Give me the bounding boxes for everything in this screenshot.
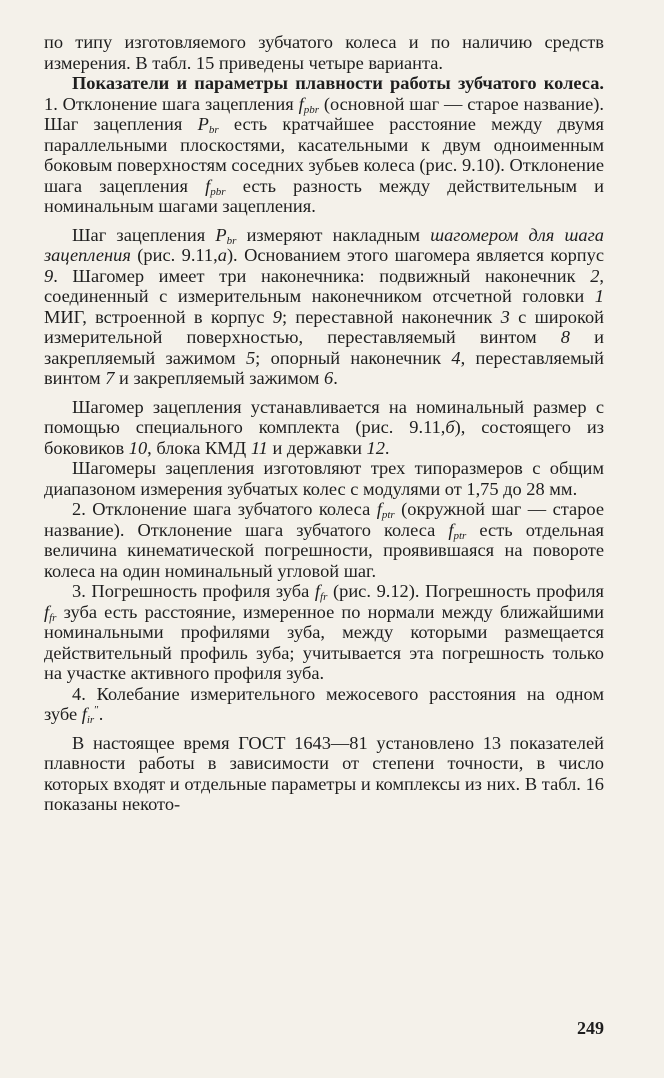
paragraph-pitch-deviation: 2. Отклонение шага зубчатого колеса $f_{ptr}$ (окружной шаг — старое название). Отклонение шага зубчатого колеса $f_{ptr}$ есть отдельная величина кинематической погрешности, проявившаяся на повороте колеса на один номинальный угловой шаг. xyxy=(44,499,604,581)
paragraph-smoothness-heading: Показатели и параметры плавности работы зубчатого колеса. 1. Отклонение шага зацепления $f_{pbr}$ (основной шаг — старое название). Шаг зацепления $P_{br}$ есть кратчайшее расстояние между двумя параллельными плоскостями, касательными к двум одноименным боковым поверхностям соседних зубьев колеса (рис. 9.10). Отклонение шага зацепления $f_{pbr}$ есть разность между действительным и номинальным шагами зацепления. xyxy=(44,73,604,216)
page-number: 249 xyxy=(577,1018,604,1038)
paragraph-continuation: по типу изготовляемого зубчатого колеса и по наличию средств измерения. В табл. 15 приведены четыре варианта. xyxy=(44,32,604,73)
page-text xyxy=(44,32,604,815)
paragraph-gauge-sizes: Шагомеры зацепления изготовляют трех типоразмеров с общим диапазоном измерения зубчатых колес с модулями от 1,75 до 28 мм. xyxy=(44,458,604,499)
paragraph-pitch-gauge: Шаг зацепления $P_{br}$ измеряют накладным шагомером для шага зацепления (рис. 9.11,а). Основанием этого шагомера является корпус 9. Шагомер имеет три наконечника: подвижный наконечник 2, соединенный с измерительным наконечником отсчетной головки 1 МИГ, встроенной в корпус 9; переставной наконечник 3 с широкой измерительной поверхностью, переставляемый винтом 8 и закрепляемый зажимом 5; опорный наконечник 4, переставляемый винтом 7 и закрепляемый зажимом 6. xyxy=(44,224,605,388)
paragraph-gauge-setup: Шагомер зацепления устанавливается на номинальный размер с помощью специального комплекта (рис. 9.11,б), состоящего из боковиков 10, блока КМД 11 и державки 12. xyxy=(44,396,604,458)
paragraph-profile-error: 3. Погрешность профиля зуба $f_{fr}$ (рис. 9.12). Погрешность профиля $f_{fr}$ зуба есть расстояние, измеренное по нормали между ближайшими номинальными профилями зуба, между которыми размещается действительный профиль зуба; учитывается эта погрешность только на участке активного профиля зуба. xyxy=(44,581,604,683)
paragraph-center-distance: 4. Колебание измерительного межосевого расстояния на одном зубе $f_{ir}''$. xyxy=(44,683,604,726)
paragraph-gost: В настоящее время ГОСТ 1643—81 установлено 13 показателей плавности работы в зависимости от степени точности, в число которых входят и отдельные параметры и комплексы из них. В табл. 16 показаны некото- xyxy=(44,732,604,814)
